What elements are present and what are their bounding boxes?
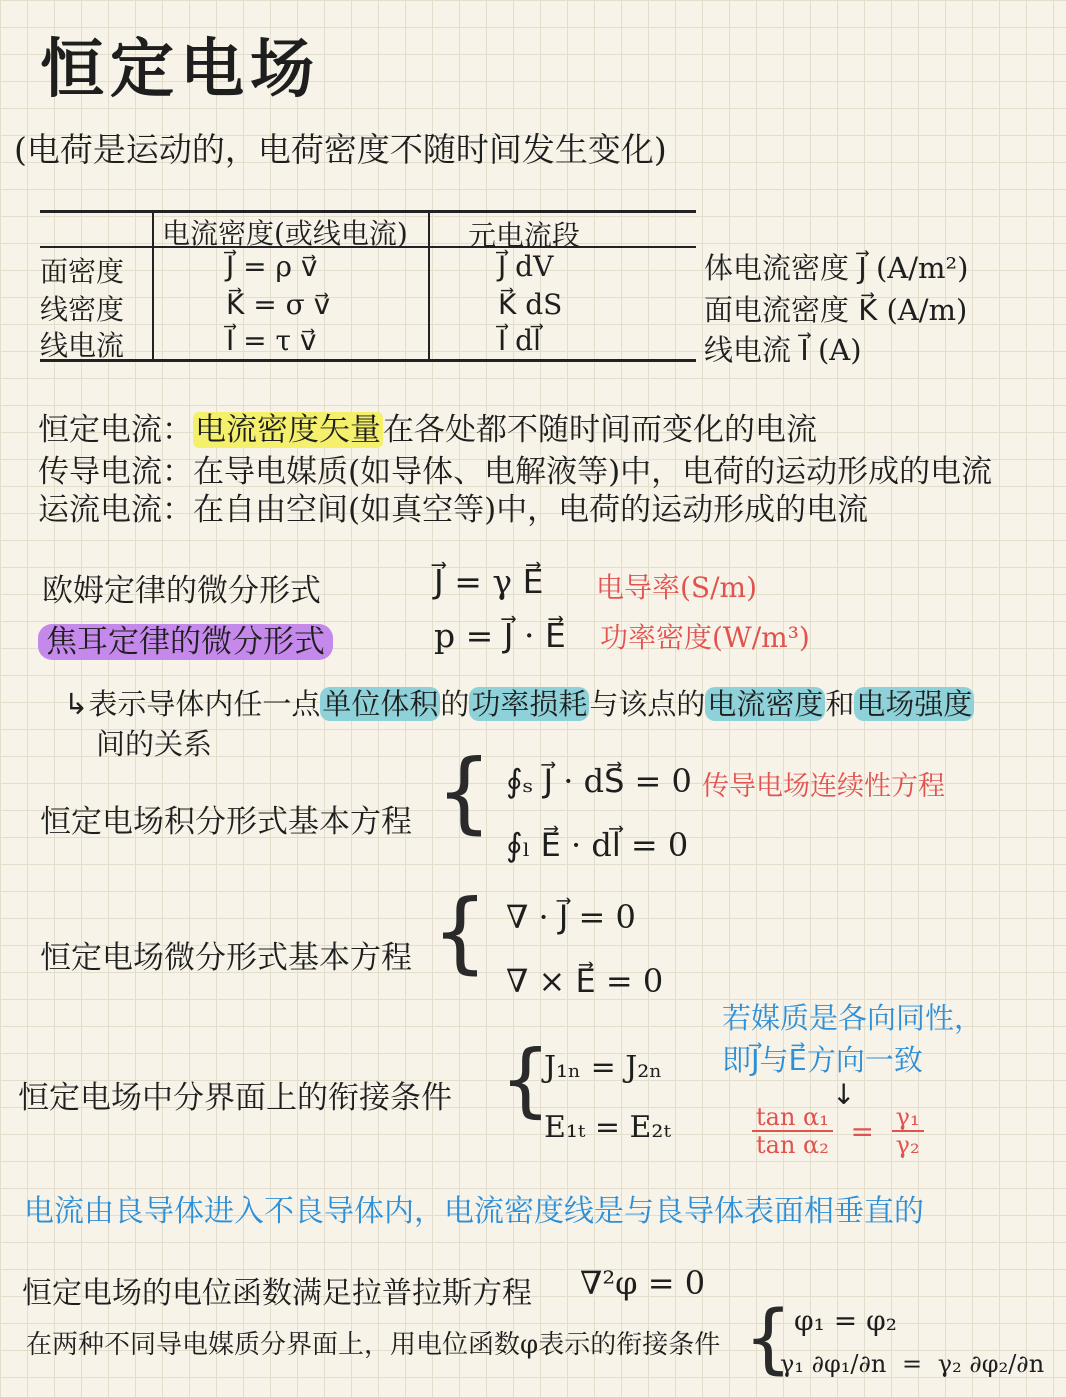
table-row-label: 面密度 (40, 255, 125, 288)
boundary-eq1: J₁ₙ = J₂ₙ (544, 1050, 663, 1085)
turn-arrow-icon: ↳ (64, 687, 89, 721)
boundary-eq2: E₁ₜ = E₂ₜ (544, 1110, 671, 1145)
table-row-label: 线电流 (40, 329, 125, 362)
differential-label: 恒定电场微分形式基本方程 (40, 940, 412, 976)
isotropic-note-2: 即J⃗与E⃗方向一致 (722, 1043, 923, 1077)
potential-bc-label: 在两种不同导电媒质分界面上，用电位函数φ表示的衔接条件 (26, 1330, 721, 1360)
table-cell-element: K⃗ dS (498, 288, 563, 321)
def-steady-rest: 在各处都不随时间而变化的电流 (383, 412, 817, 448)
page-subtitle: (电荷是运动的，电荷密度不随时间发生变化) (14, 130, 667, 169)
joule-formula: p = J⃗ · E⃗ (434, 616, 566, 655)
joule-explain-highlight: 单位体积 (322, 687, 439, 721)
def-conduction-label: 传导电流： (38, 454, 193, 490)
differential-eq2: ∇ × E⃗ = 0 (506, 962, 664, 1000)
table-cell-density: I⃗ = τ v⃗ (226, 324, 317, 357)
table-bottom-rule (40, 359, 696, 362)
potential-bc-eq2-equals: = (902, 1350, 923, 1378)
good-conductor-statement: 电流由良导体进入不良导体内，电流密度线是与良导体表面相垂直的 (24, 1194, 924, 1229)
left-brace-icon: { (432, 880, 488, 983)
joule-label: 焦耳定律的微分形式 (38, 624, 333, 660)
page-title: 恒定电场 (40, 32, 320, 107)
conductivity-numerator: γ₁ (892, 1104, 924, 1132)
joule-explain-line2: 间的关系 (96, 727, 213, 761)
table-row-label: 线密度 (40, 293, 125, 326)
ratio-equals: = (850, 1114, 874, 1148)
def-steady-current (38, 404, 817, 449)
table-col-rule-2 (428, 210, 430, 362)
joule-explain-part: 和 (825, 687, 855, 721)
note-surface-current: 面电流密度 K⃗ (A/m) (704, 293, 968, 327)
joule-explain-highlight: 功率损耗 (471, 687, 588, 721)
note-volume-current: 体电流密度 J⃗ (A/m²) (704, 251, 969, 285)
def-convection-text: 在自由空间(如真空等)中，电荷的运动形成的电流 (193, 492, 869, 528)
laplace-eq: ∇²φ = 0 (580, 1264, 706, 1302)
def-steady-label: 恒定电流： (38, 412, 193, 448)
boundary-label: 恒定电场中分界面上的衔接条件 (18, 1080, 452, 1116)
joule-explain-part: 表示导体内任一点 (88, 687, 321, 721)
def-convection-label: 运流电流： (38, 492, 193, 528)
integral-eq1-note: 传导电场连续性方程 (702, 771, 945, 802)
joule-explain-part: 的 (440, 687, 470, 721)
potential-bc-eq2-rhs: γ₂ ∂φ₂/∂n (937, 1350, 1045, 1378)
isotropic-note-1: 若媒质是各向同性， (722, 1001, 984, 1035)
down-arrow-icon: ↓ (832, 1078, 856, 1111)
differential-eq1: ∇ · J⃗ = 0 (506, 898, 636, 936)
def-convection-current (38, 484, 868, 529)
joule-explain-part: 与该点的 (589, 687, 706, 721)
joule-explain-line1 (64, 682, 974, 723)
ohm-formula: J⃗ = γ E⃗ (434, 562, 544, 601)
joule-explain-highlight: 电场强度 (856, 687, 973, 721)
left-brace-icon: { (436, 740, 492, 843)
table-cell-element: I⃗ dl⃗ (498, 324, 541, 357)
note-line-current: 线电流 I⃗ (A) (704, 333, 862, 367)
conductivity-denominator: γ₂ (895, 1131, 920, 1160)
tangent-denominator: tan α₂ (756, 1131, 829, 1160)
potential-bc-eq2 (780, 1350, 1044, 1378)
table-header-element: 元电流段 (468, 219, 581, 252)
integral-eq1: ∮ₛ J⃗ · dS⃗ = 0 (506, 762, 692, 800)
def-conduction-text: 在导电媒质(如导体、电解液等)中，电荷的运动形成的电流 (193, 454, 993, 490)
table-cell-density: J⃗ = ρ v⃗ (226, 250, 318, 283)
current-density-table (40, 210, 696, 362)
joule-label-wrap (38, 616, 333, 661)
conductivity-fraction (892, 1104, 924, 1159)
left-brace-icon: { (744, 1293, 793, 1382)
laplace-label: 恒定电场的电位函数满足拉普拉斯方程 (22, 1276, 532, 1311)
table-col-rule-1 (152, 210, 154, 362)
integral-eq2: ∮ₗ E⃗ · dl⃗ = 0 (506, 826, 689, 864)
table-cell-density: K⃗ = σ v⃗ (226, 288, 331, 321)
ohm-label: 欧姆定律的微分形式 (42, 573, 321, 609)
left-brace-icon: { (500, 1033, 551, 1126)
tangent-fraction (752, 1104, 833, 1159)
tangent-numerator: tan α₁ (752, 1104, 833, 1132)
ohm-note: 电导率(S/m) (596, 571, 758, 604)
def-steady-highlight: 电流密度矢量 (195, 412, 381, 448)
table-cell-element: J⃗ dV (498, 250, 554, 283)
potential-bc-eq1: φ₁ = φ₂ (794, 1304, 897, 1337)
integral-label: 恒定电场积分形式基本方程 (40, 804, 412, 840)
tangent-ratio (752, 1104, 924, 1159)
potential-bc-eq2-lhs: γ₁ ∂φ₁/∂n (780, 1350, 887, 1378)
table-header-density: 电流密度(或线电流) (162, 217, 408, 250)
joule-explain-highlight: 电流密度 (707, 687, 824, 721)
joule-note: 功率密度(W/m³) (600, 621, 810, 654)
